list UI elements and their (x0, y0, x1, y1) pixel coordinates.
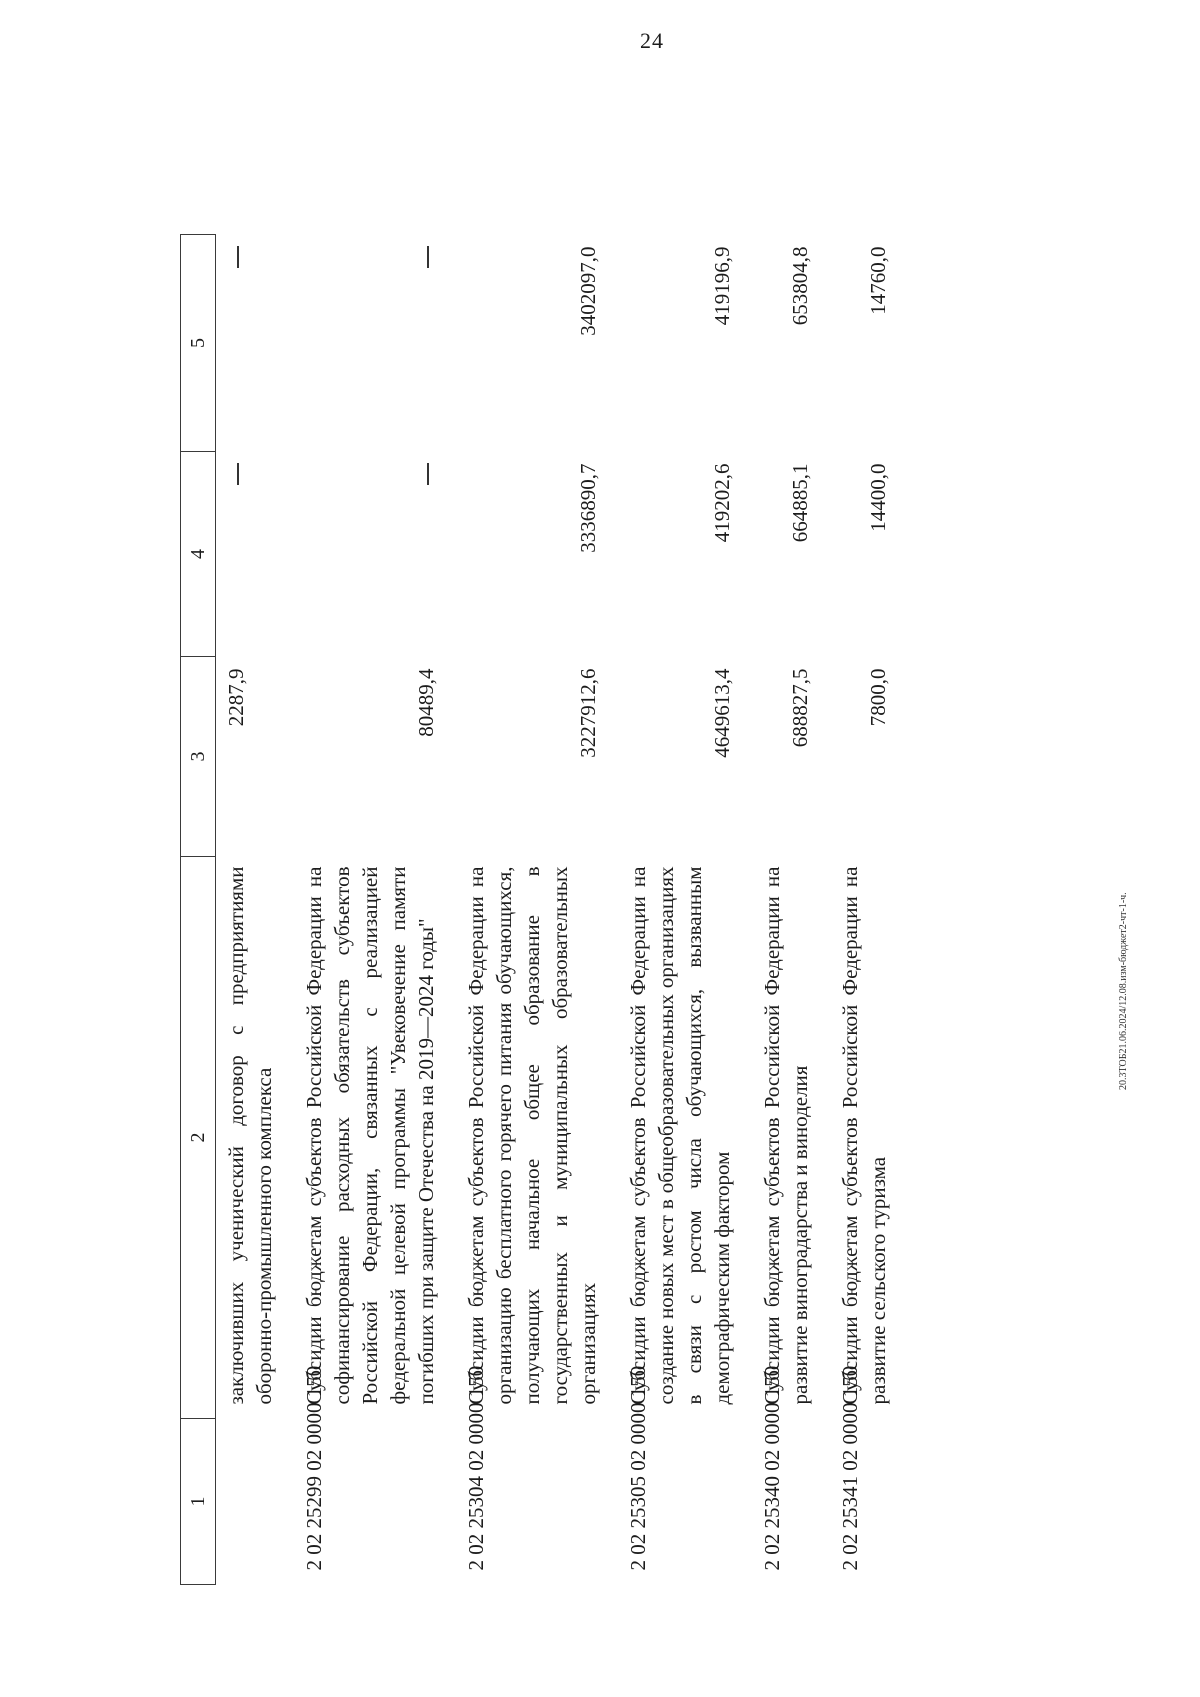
row-code: 2 02 25299 02 0000 150 (302, 1365, 326, 1571)
table-row (830, 235, 908, 1585)
row-value-col4: 3336890,7 (576, 463, 600, 553)
row-code: 2 02 25340 02 0000 150 (760, 1365, 784, 1571)
table-row (456, 235, 618, 1585)
row-value-col4 (216, 452, 295, 657)
row-description: заключивших ученический договор с предприятиями оборонно-промышленного комплекса (224, 866, 276, 1405)
table-header-row (181, 235, 216, 1585)
column-header-3: 3 (181, 657, 216, 857)
dash-mark (237, 464, 239, 486)
row-value-col3: 4649613,4 (710, 668, 734, 758)
row-code (216, 1419, 295, 1585)
table-row (216, 235, 295, 1585)
footer-document-code: 20.3ТОБ21.06.2024/12.08.изм-бюджет2-чт-1-ч. (1118, 892, 1129, 1090)
row-value-col3: 688827,5 (788, 668, 812, 748)
row-code: 2 02 25341 02 0000 150 (838, 1365, 862, 1571)
row-description: Субсидии бюджетам субъектов Российской Федерации на развитие виноградарства и виноделия (760, 866, 812, 1405)
row-value-col5 (216, 235, 295, 452)
table-row (618, 235, 752, 1585)
dash-mark (427, 464, 429, 486)
row-value-col3: 2287,9 (224, 668, 248, 727)
row-description: Субсидии бюджетам субъектов Российской Федерации на софинансирование расходных обязательств субъектов Российской Федерации, связанных с реализацией федеральной целевой программы "Увековечение памяти погибших при защите Отечества на 2019—2024 годы" (302, 866, 438, 1405)
dash-mark (427, 247, 429, 269)
row-value-col4: 664885,1 (788, 463, 812, 543)
page-number: 24 (640, 28, 664, 53)
row-description: Субсидии бюджетам субъектов Российской Федерации на развитие сельского туризма (838, 866, 890, 1405)
table-row (752, 235, 830, 1585)
column-header-5: 5 (181, 235, 216, 452)
row-value-col4: 419202,6 (710, 463, 734, 543)
row-value-col5: 419196,9 (710, 246, 734, 326)
row-value-col5: 14760,0 (866, 246, 890, 315)
column-header-4: 4 (181, 452, 216, 657)
row-value-col5: 3402097,0 (576, 246, 600, 336)
table-row (294, 235, 456, 1585)
row-description: Субсидии бюджетам субъектов Российской Федерации на создание новых мест в общеобразовательных организациях в связи с ростом числа обучающихся, вызванным демографическим фактором (626, 866, 734, 1405)
row-code: 2 02 25304 02 0000 150 (464, 1365, 488, 1571)
row-value-col5 (294, 235, 456, 452)
row-value-col3: 3227912,6 (576, 668, 600, 758)
row-description: Субсидии бюджетам субъектов Российской Федерации на организацию бесплатного горячего питания обучающихся, получающих начальное общее образование в государственных и муниципальных образовательных организациях (464, 866, 600, 1405)
row-value-col3: 7800,0 (866, 668, 890, 727)
dash-mark (237, 247, 239, 269)
row-value-col4: 14400,0 (866, 463, 890, 532)
budget-table (180, 234, 908, 1585)
row-value-col5: 653804,8 (788, 246, 812, 326)
column-header-1: 1 (181, 1419, 216, 1585)
row-value-col3: 80489,4 (414, 668, 438, 737)
column-header-2: 2 (181, 857, 216, 1419)
row-value-col4 (294, 452, 456, 657)
row-code: 2 02 25305 02 0000 150 (626, 1365, 650, 1571)
